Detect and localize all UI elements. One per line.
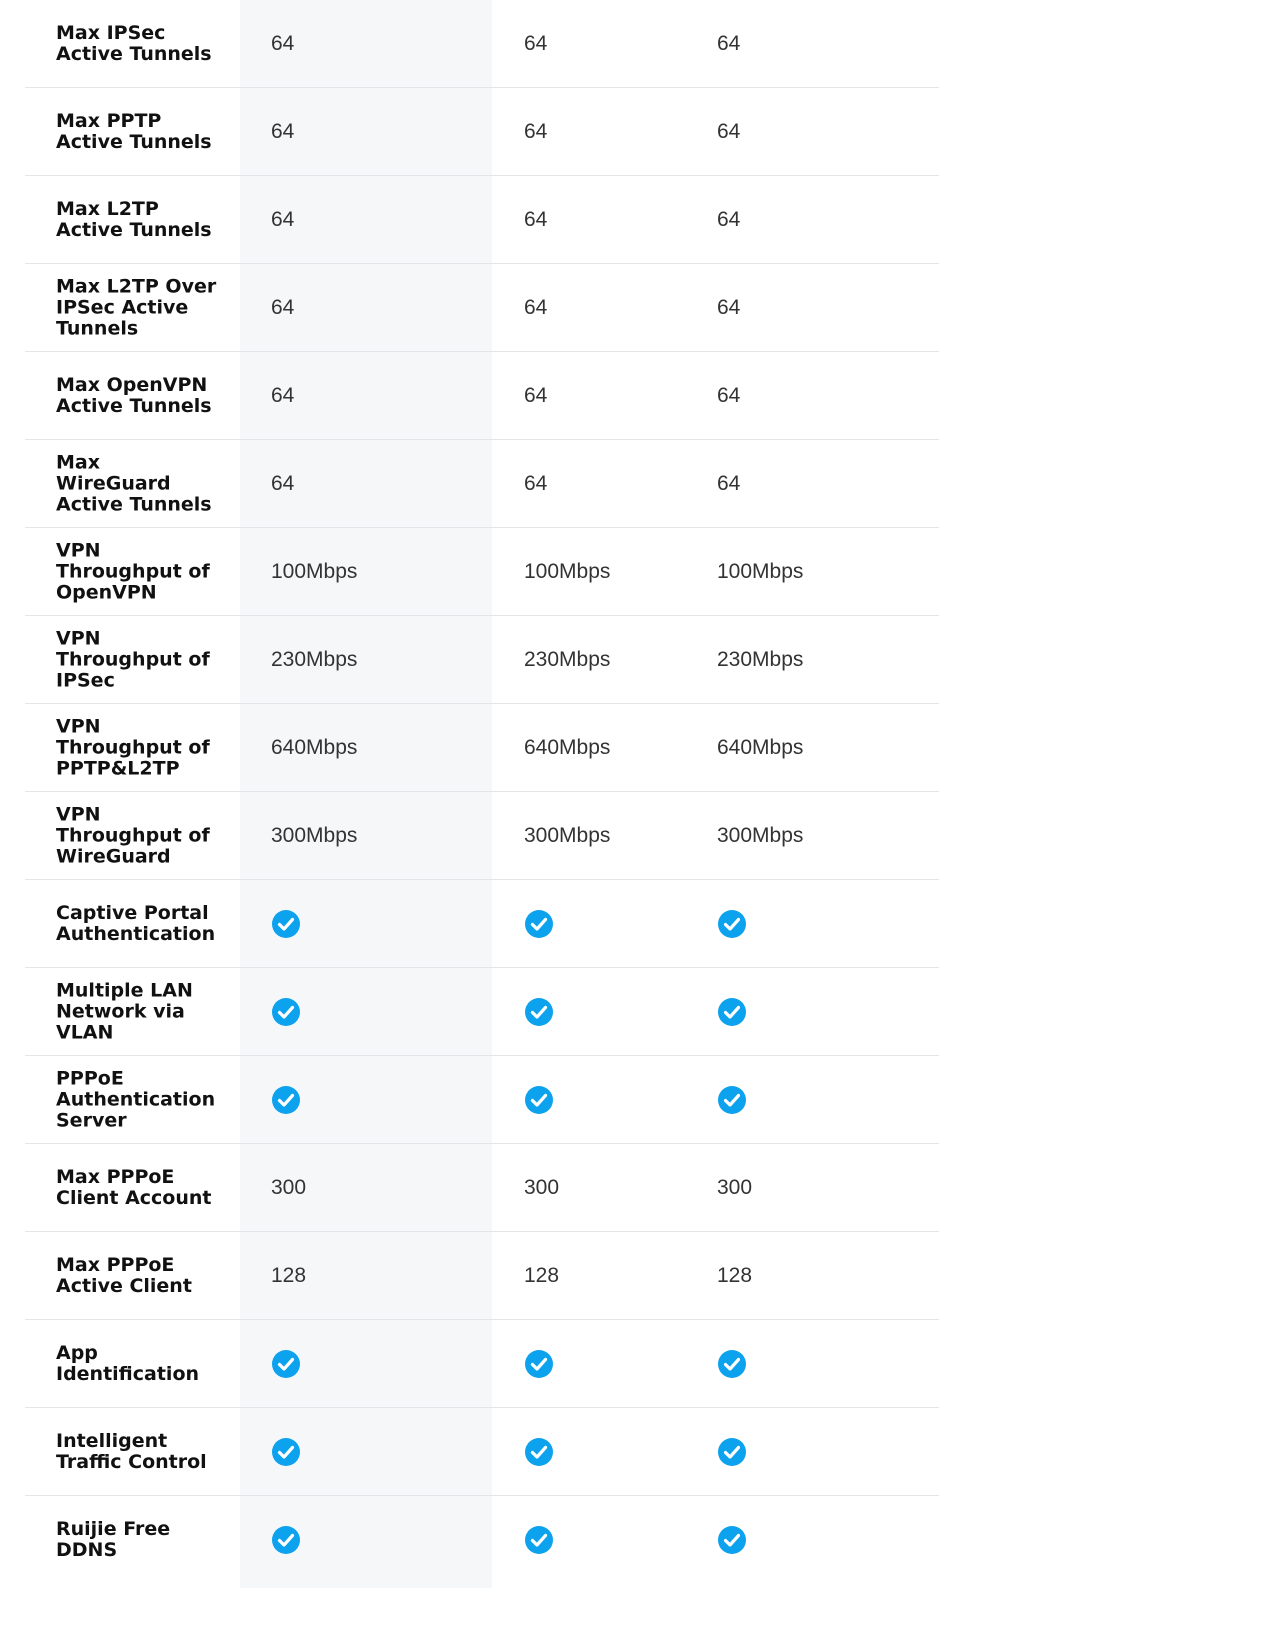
supported-cell bbox=[271, 909, 301, 939]
table-row bbox=[25, 616, 939, 704]
table-row bbox=[25, 176, 939, 264]
check-circle-icon bbox=[717, 1437, 747, 1467]
row-label: PPPoE Authentication Server bbox=[56, 1067, 216, 1131]
row-label: Multiple LAN Network via VLAN bbox=[56, 979, 193, 1043]
value-cell: 64 bbox=[717, 207, 741, 231]
table-row bbox=[25, 352, 939, 440]
check-circle-icon bbox=[271, 1437, 301, 1467]
table-row bbox=[25, 1144, 939, 1232]
table-row bbox=[25, 264, 939, 352]
supported-cell bbox=[524, 1349, 554, 1379]
check-circle-icon bbox=[524, 997, 554, 1027]
row-label: Max OpenVPN Active Tunnels bbox=[56, 373, 212, 417]
supported-cell bbox=[717, 1085, 747, 1115]
row-label: Ruijie Free DDNS bbox=[56, 1518, 171, 1561]
value-cell: 64 bbox=[524, 207, 548, 231]
supported-cell bbox=[524, 1525, 554, 1555]
table-row bbox=[25, 704, 939, 792]
table-row bbox=[25, 440, 939, 528]
value-cell: 64 bbox=[524, 383, 548, 407]
value-cell: 100Mbps bbox=[271, 559, 358, 583]
value-cell: 64 bbox=[524, 119, 548, 143]
table-row bbox=[25, 968, 939, 1056]
value-cell: 300 bbox=[524, 1175, 560, 1199]
row-label: App Identification bbox=[56, 1341, 200, 1385]
supported-cell bbox=[271, 1437, 301, 1467]
row-label: Captive Portal Authentication bbox=[56, 901, 216, 945]
value-cell: 64 bbox=[717, 383, 741, 407]
check-circle-icon bbox=[717, 1085, 747, 1115]
check-circle-icon bbox=[524, 909, 554, 939]
check-circle-icon bbox=[717, 997, 747, 1027]
value-cell: 64 bbox=[271, 383, 295, 407]
table-row bbox=[25, 792, 939, 880]
value-cell: 64 bbox=[717, 31, 741, 55]
value-cell: 64 bbox=[524, 295, 548, 319]
supported-cell bbox=[717, 1349, 747, 1379]
check-circle-icon bbox=[717, 1349, 747, 1379]
value-cell: 300Mbps bbox=[717, 823, 804, 847]
row-label: Max PPPoE Client Account bbox=[56, 1165, 212, 1209]
supported-cell bbox=[717, 909, 747, 939]
spec-rows bbox=[25, 0, 939, 1584]
value-cell: 640Mbps bbox=[271, 735, 358, 759]
supported-cell bbox=[717, 1525, 747, 1555]
table-row bbox=[25, 528, 939, 616]
value-cell: 300Mbps bbox=[524, 823, 611, 847]
spec-comparison-table bbox=[25, 0, 939, 1584]
value-cell: 300 bbox=[717, 1175, 753, 1199]
value-cell: 100Mbps bbox=[717, 559, 804, 583]
row-label: Max L2TP Active Tunnels bbox=[56, 197, 212, 241]
check-circle-icon bbox=[271, 1085, 301, 1115]
check-circle-icon bbox=[271, 1525, 301, 1555]
table-row bbox=[25, 1408, 939, 1496]
value-cell: 64 bbox=[717, 295, 741, 319]
check-circle-icon bbox=[524, 1349, 554, 1379]
value-cell: 64 bbox=[524, 471, 548, 495]
value-cell: 64 bbox=[271, 31, 295, 55]
supported-cell bbox=[717, 997, 747, 1027]
table-row bbox=[25, 1056, 939, 1144]
value-cell: 128 bbox=[717, 1263, 753, 1287]
value-cell: 128 bbox=[271, 1263, 307, 1287]
supported-cell bbox=[271, 1085, 301, 1115]
supported-cell bbox=[524, 1437, 554, 1467]
value-cell: 300 bbox=[271, 1175, 307, 1199]
check-circle-icon bbox=[717, 1525, 747, 1555]
table-row bbox=[25, 880, 939, 968]
value-cell: 64 bbox=[271, 471, 295, 495]
row-label: Max PPPoE Active Client bbox=[56, 1253, 192, 1297]
table-row bbox=[25, 1232, 939, 1320]
check-circle-icon bbox=[271, 909, 301, 939]
row-label: VPN Throughput of OpenVPN bbox=[56, 539, 210, 603]
value-cell: 128 bbox=[524, 1263, 560, 1287]
row-label: Max WireGuard Active Tunnels bbox=[56, 451, 212, 515]
value-cell: 100Mbps bbox=[524, 559, 611, 583]
value-cell: 640Mbps bbox=[524, 735, 611, 759]
value-cell: 230Mbps bbox=[271, 647, 358, 671]
check-circle-icon bbox=[271, 1349, 301, 1379]
check-circle-icon bbox=[524, 1525, 554, 1555]
value-cell: 230Mbps bbox=[524, 647, 611, 671]
value-cell: 64 bbox=[271, 207, 295, 231]
value-cell: 640Mbps bbox=[717, 735, 804, 759]
supported-cell bbox=[717, 1437, 747, 1467]
value-cell: 64 bbox=[271, 295, 295, 319]
value-cell: 64 bbox=[271, 119, 295, 143]
check-circle-icon bbox=[717, 909, 747, 939]
value-cell: 64 bbox=[524, 31, 548, 55]
row-label: Max PPTP Active Tunnels bbox=[56, 109, 212, 153]
value-cell: 300Mbps bbox=[271, 823, 358, 847]
check-circle-icon bbox=[524, 1085, 554, 1115]
supported-cell bbox=[524, 1085, 554, 1115]
supported-cell bbox=[271, 997, 301, 1027]
row-label: Intelligent Traffic Control bbox=[56, 1429, 207, 1473]
table-row bbox=[25, 1320, 939, 1408]
supported-cell bbox=[271, 1349, 301, 1379]
value-cell: 64 bbox=[717, 471, 741, 495]
row-label: VPN Throughput of PPTP&L2TP bbox=[56, 715, 210, 779]
table-row bbox=[25, 1496, 939, 1584]
row-label: VPN Throughput of IPSec bbox=[56, 627, 210, 691]
check-circle-icon bbox=[524, 1437, 554, 1467]
table-row bbox=[25, 88, 939, 176]
supported-cell bbox=[524, 909, 554, 939]
value-cell: 230Mbps bbox=[717, 647, 804, 671]
table-row bbox=[25, 0, 939, 88]
row-label: Max IPSec Active Tunnels bbox=[56, 21, 212, 65]
value-cell: 64 bbox=[717, 119, 741, 143]
row-label: VPN Throughput of WireGuard bbox=[56, 803, 210, 867]
supported-cell bbox=[524, 997, 554, 1027]
row-label: Max L2TP Over IPSec Active Tunnels bbox=[56, 275, 217, 339]
supported-cell bbox=[271, 1525, 301, 1555]
check-circle-icon bbox=[271, 997, 301, 1027]
